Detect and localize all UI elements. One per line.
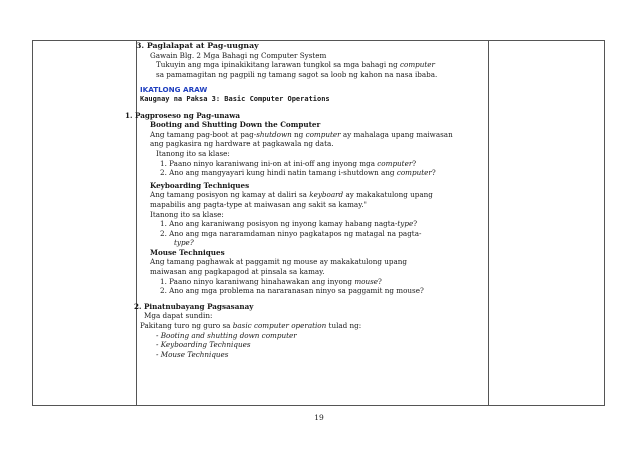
keyboarding-q2: 2. Ano ang mga nararamdaman ninyo pagkatapos ng matagal na pagta- [160, 228, 422, 238]
section2-heading: 2. Pinatnubayang Pagsasanay [134, 301, 254, 311]
booting-q2: 2. Ano ang mangyayari kung hindi natin tamang i-shutdown ang computer? [160, 168, 436, 178]
section3-instruction-cont: sa pamamagitan ng pagpili ng tamang sagot sa loob ng kahon na nasa ibaba. [156, 69, 438, 79]
section1-heading: 1. Pagproseso ng Pag-unawa [125, 110, 241, 120]
mouse-text: Ang tamang paghawak at paggamit ng mouse ay makakatulong upang [150, 257, 408, 267]
list-item: - Booting and shutting down computer [156, 330, 297, 340]
gawain-title: Gawain Blg. 2 Mga Bahagi ng Computer System [150, 50, 327, 60]
day-label: IKATLONG ARAW [140, 85, 208, 95]
mouse-q1: 1. Paano ninyo karaniwang hinahawakan ang inyong mouse? [160, 276, 382, 286]
section3-instruction: Tukuyin ang mga ipinakikitang larawan tungkol sa mga bahagi ng computer [156, 60, 435, 70]
keyboarding-q2-cont: type? [174, 238, 194, 248]
list-item: - Mouse Techniques [156, 349, 229, 359]
mouse-q2: 2. Ano ang mga problema na nararanasan ninyo sa paggamit ng mouse? [160, 286, 424, 296]
booting-q1: 1. Paano ninyo karaniwang ini-on at ini-off ang inyong mga computer? [160, 158, 417, 168]
topic-title: Kaugnay na Paksa 3: Basic Computer Operations [140, 94, 330, 103]
section3-heading: 3. Paglalapat at Pag-uugnay [136, 41, 259, 50]
keyboarding-q1: 1. Ano ang karaniwang posisyon ng inyong kamay habang nagta-type? [160, 219, 418, 229]
lesson-content [125, 41, 486, 359]
section2-line2: Pakitang turo ng guro sa basic computer operation tulad ng: [140, 321, 362, 331]
mouse-text-cont: maiwasan ang pagkapagod at pinsala sa kamay. [150, 267, 325, 277]
page-number: 19 [314, 413, 324, 422]
booting-title: Booting and Shutting Down the Computer [150, 120, 321, 130]
list-item: - Keyboarding Techniques [156, 340, 251, 350]
keyboarding-text: Ang tamang posisyon ng kamay at daliri sa keyboard ay makakatulong upang [150, 190, 433, 200]
column-divider-right [488, 41, 489, 405]
booting-text: Ang tamang pag-boot at pag-shutdown ng computer ay mahalaga upang maiwasan [150, 129, 453, 139]
keyboarding-ask: Itanong ito sa klase: [150, 209, 224, 219]
booting-text-cont: ang pagkasira ng hardware at pagkawala ng data. [150, 139, 334, 149]
booting-ask: Itanong ito sa klase: [156, 148, 230, 158]
mouse-title: Mouse Techniques [150, 247, 225, 257]
keyboarding-text-cont: mapabilis ang pagta-type at maiwasan ang sakit sa kamay." [150, 199, 367, 209]
keyboarding-title: Keyboarding Techniques [150, 180, 250, 190]
section2-line1: Mga dapat sundin: [144, 311, 213, 321]
